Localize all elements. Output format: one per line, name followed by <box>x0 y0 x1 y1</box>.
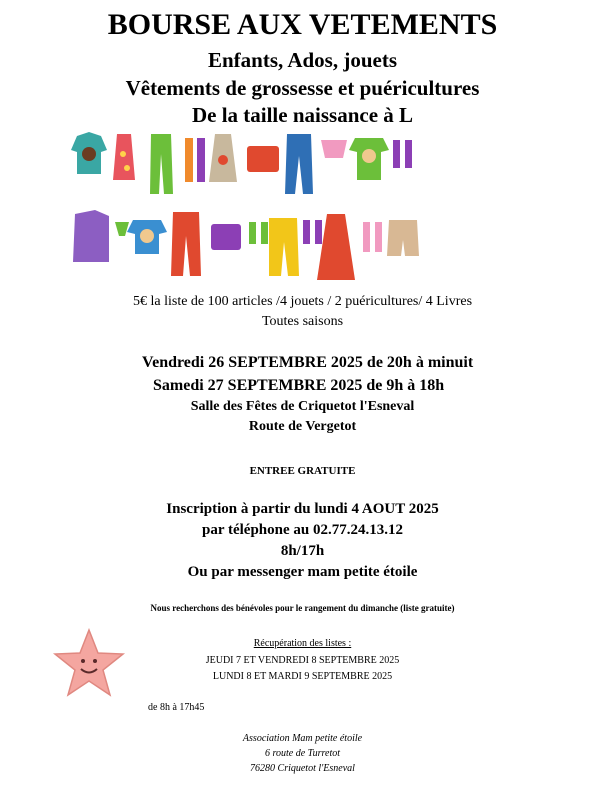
pink-socks-icon <box>363 222 382 252</box>
pickup-hours: de 8h à 17h45 <box>148 702 205 713</box>
owl-tunic-icon <box>209 134 237 182</box>
pink-top-icon <box>321 140 347 158</box>
registration-line-1: Inscription à partir du lundi 4 AOUT 2025 <box>166 501 439 517</box>
subtitle-1: Enfants, Ados, jouets <box>207 48 398 72</box>
beige-shorts-icon <box>387 220 419 256</box>
event-road: Route de Vergetot <box>248 419 357 434</box>
floral-dress-icon <box>113 134 135 180</box>
blue-pants-icon <box>285 134 313 194</box>
green-hat-icon <box>115 222 129 236</box>
purple-socks-2-icon <box>303 220 322 244</box>
pickup-dates-1: JEUDI 7 ET VENDREDI 8 SEPTEMBRE 2025 <box>205 655 400 666</box>
teal-sweater-icon <box>71 132 107 174</box>
red-dress-icon <box>317 214 355 280</box>
association-city: 76280 Criquetot l'Esneval <box>250 763 355 774</box>
subtitle-2: Vêtements de grossesse et puéricultures <box>125 76 480 100</box>
clothesline-illustration <box>65 124 425 289</box>
price-line: 5€ la liste de 100 articles /4 jouets / 2 puéricultures/ 4 Livres <box>132 294 473 309</box>
striped-socks-icon <box>185 138 205 182</box>
green-pants-icon <box>150 134 173 194</box>
event-venue: Salle des Fêtes de Criquetot l'Esneval <box>190 399 415 414</box>
green-tshirt-icon <box>349 138 389 180</box>
poster-title: BOURSE AUX VETEMENTS <box>107 8 498 41</box>
association-address: 6 route de Turretot <box>264 748 341 759</box>
volunteers-notice: Nous recherchons des bénévoles pour le rangement du dimanche (liste gratuite) <box>150 603 455 613</box>
registration-phone: par téléphone au 02.77.24.13.12 <box>202 522 403 538</box>
blue-tshirt-icon <box>127 220 167 254</box>
red-bag-icon <box>247 146 279 172</box>
free-entry: ENTREE GRATUITE <box>249 465 356 477</box>
registration-messenger: Ou par messenger mam petite étoile <box>187 564 418 580</box>
purple-socks-icon <box>393 140 412 168</box>
yellow-pants-icon <box>269 218 299 276</box>
pickup-title: Récupération des listes : <box>253 638 352 649</box>
purple-bag-icon <box>211 224 241 250</box>
pickup-dates-2: LUNDI 8 ET MARDI 9 SEPTEMBRE 2025 <box>212 671 393 682</box>
seasons-line: Toutes saisons <box>261 314 344 329</box>
event-date-1: Vendredi 26 SEPTEMBRE 2025 de 20h à minuit <box>142 354 474 371</box>
association-name: Association Mam petite étoile <box>242 733 363 744</box>
orange-pants-icon <box>171 212 201 276</box>
registration-hours: 8h/17h <box>280 543 325 559</box>
green-socks-icon <box>249 222 268 244</box>
event-date-2: Samedi 27 SEPTEMBRE 2025 de 9h à 18h <box>153 377 445 394</box>
purple-coat-icon <box>73 210 109 262</box>
subtitle-3: De la taille naissance à L <box>191 103 414 127</box>
